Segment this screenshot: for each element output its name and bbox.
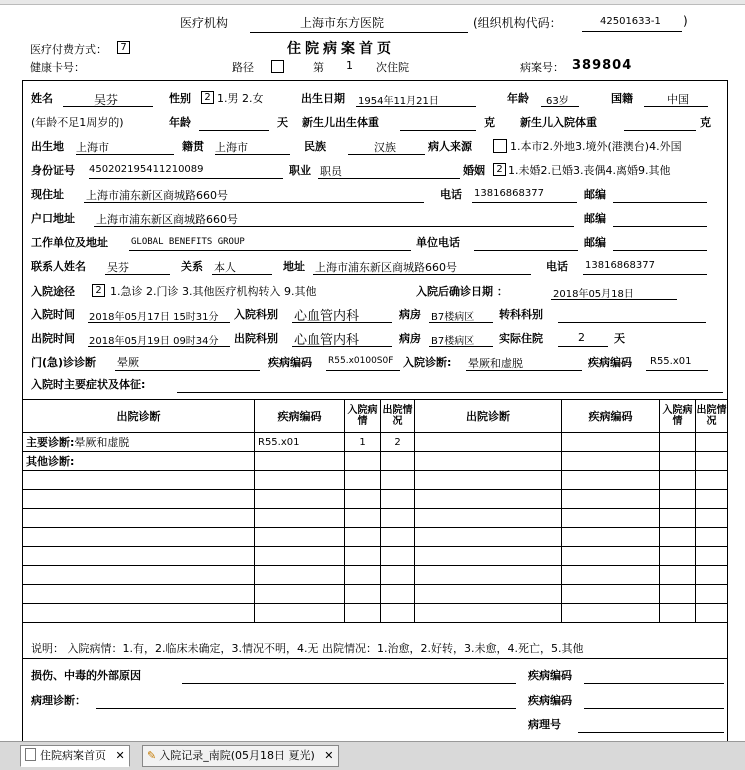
confirm-date: 2018年05月18日 (553, 289, 634, 300)
org-name: 上海市东方医院 (300, 16, 385, 30)
table-cell[interactable] (696, 433, 728, 452)
table-cell[interactable] (696, 604, 728, 623)
stay-label: 实际住院 (499, 332, 543, 345)
phone-label: 电话 (440, 188, 462, 201)
table-cell[interactable] (255, 585, 345, 604)
table-row (23, 509, 728, 528)
table-row (23, 547, 728, 566)
table-cell[interactable] (381, 604, 415, 623)
table-cell[interactable] (381, 566, 415, 585)
op-code-label: 疾病编码 (268, 356, 312, 369)
sex-label: 性别 (169, 92, 191, 105)
op-diag-label: 门(急)诊诊断 (31, 356, 97, 369)
table-row (23, 528, 728, 547)
th-in-cond-2: 入院病情 (660, 400, 696, 433)
table-cell[interactable] (415, 433, 562, 452)
th-in-cond: 入院病情 (345, 400, 381, 433)
in-diag-label: 入院诊断: (403, 356, 452, 369)
table-cell[interactable] (23, 471, 255, 490)
notes-text: 说明： 入院病情：1.有，2.临床未确定，3.情况不明，4.无 出院情况：1.治愈，2.好转，3.未愈，4.死亡，5.其他 (31, 642, 584, 655)
contact-addr-label: 地址 (283, 260, 305, 273)
table-cell[interactable] (660, 547, 696, 566)
id-label: 身份证号 (31, 164, 75, 177)
table-cell[interactable] (562, 471, 660, 490)
pathology-no-label: 病理号 (528, 718, 561, 731)
in-dept-label: 入院科别 (234, 308, 278, 321)
job-value: 职员 (320, 165, 342, 178)
table-cell[interactable] (23, 566, 255, 585)
out-time-value: 2018年05月19日 09时34分 (89, 336, 219, 347)
age-label: 年龄 (507, 92, 529, 105)
table-cell[interactable] (345, 585, 381, 604)
name-value: 吴芬 (94, 93, 119, 107)
work-phone-label: 单位电话 (416, 236, 460, 249)
main-diag-label: 主要诊断: (26, 436, 75, 449)
tab-label: 入院记录_南院(05月18日 夏光) (159, 749, 315, 762)
table-cell[interactable] (660, 509, 696, 528)
table-row (23, 604, 728, 623)
relation-value: 本人 (214, 261, 236, 274)
day-unit: 天 (277, 116, 288, 129)
close-icon[interactable]: ✕ (115, 749, 125, 762)
th-out-diag-2: 出院诊断 (415, 400, 562, 433)
table-cell[interactable] (696, 566, 728, 585)
ward-label-2: 病房 (399, 332, 421, 345)
table-cell[interactable] (23, 604, 255, 623)
out-time-label: 出院时间 (31, 332, 75, 345)
table-cell[interactable] (345, 471, 381, 490)
table-cell[interactable] (415, 604, 562, 623)
op-code-value: R55.x0100S0F (328, 356, 394, 366)
other-diag-label[interactable]: 其他诊断: (23, 452, 255, 471)
source-options: 1.本市2.外地3.境外(港澳台)4.外国 (510, 140, 682, 153)
dob-value: 1954年11月21日 (358, 96, 439, 107)
ethnic-label: 民族 (304, 140, 326, 153)
id-value: 450202195411210089 (89, 164, 204, 175)
nb-in-weight-label: 新生儿入院体重 (520, 116, 597, 129)
work-value: GLOBAL BENEFITS GROUP (131, 237, 245, 247)
in-diag-value: 晕厥和虚脱 (468, 357, 523, 370)
table-row (23, 490, 728, 509)
table-cell[interactable] (415, 585, 562, 604)
table-cell[interactable] (381, 471, 415, 490)
table-cell[interactable] (660, 585, 696, 604)
table-row (23, 471, 728, 490)
pathology-label: 病理诊断： (31, 694, 86, 707)
out-dept-value: 心血管内科 (294, 333, 360, 348)
table-cell[interactable] (696, 509, 728, 528)
sex-value[interactable]: 2 (201, 91, 214, 104)
table-cell[interactable] (23, 547, 255, 566)
in-code-label: 疾病编码 (588, 356, 632, 369)
stay-unit: 天 (614, 332, 625, 345)
table-cell[interactable] (23, 490, 255, 509)
table-cell[interactable] (345, 547, 381, 566)
table-cell[interactable] (660, 528, 696, 547)
hukou-value: 上海市浦东新区商城路660号 (96, 213, 238, 226)
table-cell[interactable] (255, 471, 345, 490)
ward-label: 病房 (399, 308, 421, 321)
table-cell[interactable] (660, 566, 696, 585)
table-cell[interactable] (696, 490, 728, 509)
main-out[interactable]: 2 (381, 433, 415, 452)
table-cell[interactable] (696, 528, 728, 547)
in-time-value: 2018年05月17日 15时31分 (89, 312, 219, 323)
record-no: 389804 (572, 58, 633, 73)
pay-label: 医疗付费方式： (30, 43, 107, 56)
nation-value: 中国 (667, 93, 689, 106)
marital-value[interactable]: 2 (493, 163, 506, 176)
table-cell[interactable] (255, 490, 345, 509)
document-icon (25, 748, 36, 761)
in-dept-value: 心血管内科 (294, 309, 360, 324)
address-label: 现住址 (31, 188, 64, 201)
table-cell[interactable] (23, 585, 255, 604)
pen-icon: ✎ (147, 749, 157, 762)
table-cell[interactable] (345, 604, 381, 623)
table-cell[interactable] (381, 528, 415, 547)
job-label: 职业 (289, 164, 311, 177)
pay-value[interactable]: 7 (117, 41, 130, 54)
table-cell[interactable] (562, 452, 660, 471)
org-code-close: ) (683, 14, 688, 28)
contact-phone-value: 13816868377 (585, 260, 655, 271)
table-cell[interactable] (562, 585, 660, 604)
table-cell[interactable] (660, 490, 696, 509)
table-cell[interactable] (660, 604, 696, 623)
route-value[interactable]: 2 (92, 284, 105, 297)
main-in[interactable]: 1 (345, 433, 381, 452)
org-label: 医疗机构 (180, 16, 229, 30)
org-code-label: (组织机构代码： (473, 16, 562, 30)
ward-value-2: B7楼病区 (431, 336, 475, 347)
table-cell[interactable] (23, 509, 255, 528)
injury-label: 损伤、中毒的外部原因 (31, 669, 141, 682)
times-prefix: 第 (313, 61, 324, 74)
table-cell[interactable] (255, 566, 345, 585)
hukou-label: 户口地址 (31, 212, 75, 225)
table-cell[interactable] (415, 452, 562, 471)
document-tab-bar (0, 741, 745, 770)
table-cell[interactable] (345, 452, 381, 471)
table-cell[interactable] (381, 509, 415, 528)
table-row (23, 452, 728, 471)
table-cell[interactable] (415, 528, 562, 547)
table-cell[interactable] (660, 433, 696, 452)
age-value: 63岁 (546, 96, 569, 107)
table-cell[interactable] (255, 509, 345, 528)
table-cell[interactable] (381, 490, 415, 509)
phone-value: 13816868377 (474, 188, 544, 199)
th-out-diag: 出院诊断 (23, 400, 255, 433)
in-time-label: 入院时间 (31, 308, 75, 321)
in-code-value: R55.x01 (650, 356, 692, 367)
table-cell[interactable] (415, 566, 562, 585)
table-cell[interactable] (562, 547, 660, 566)
table-cell[interactable] (562, 509, 660, 528)
path-checkbox[interactable] (271, 60, 284, 73)
nation-label: 国籍 (611, 92, 633, 105)
birthplace-label: 出生地 (31, 140, 64, 153)
table-cell[interactable] (345, 490, 381, 509)
table-cell[interactable] (415, 509, 562, 528)
contact-value: 吴芬 (107, 261, 129, 274)
op-diag-value: 晕厥 (117, 356, 139, 369)
marital-label: 婚姻 (463, 164, 485, 177)
table-cell[interactable] (696, 452, 728, 471)
diagnosis-table (22, 399, 728, 623)
route-options: 1.急诊 2.门诊 3.其他医疗机构转入 9.其他 (110, 285, 317, 298)
transfer-label: 转科科别 (499, 308, 543, 321)
table-cell[interactable] (562, 566, 660, 585)
symptom-label: 入院时主要症状及体征: (31, 378, 146, 391)
tab-admission-record[interactable] (142, 745, 339, 767)
native-value: 上海市 (215, 141, 248, 154)
contact-phone-label: 电话 (546, 260, 568, 273)
relation-label: 关系 (181, 260, 203, 273)
confirm-label: 入院后确诊日期 ： (416, 285, 508, 298)
th-out-cond: 出院情况 (381, 400, 415, 433)
main-diag-value: 晕厥和虚脱 (74, 436, 130, 449)
tab-label: 住院病案首页 (40, 749, 106, 762)
ward-value: B7楼病区 (431, 312, 475, 323)
table-cell[interactable] (415, 471, 562, 490)
page-title: 住院病案首页 (287, 41, 395, 57)
contact-label: 联系人姓名 (31, 260, 86, 273)
pathology-code-label: 疾病编码 (528, 694, 572, 707)
table-cell[interactable] (345, 509, 381, 528)
route-label: 入院途径 (31, 285, 75, 298)
source-label: 病人来源 (428, 140, 472, 153)
stay-value: 2 (578, 331, 585, 344)
source-checkbox[interactable] (493, 139, 507, 153)
table-cell[interactable] (660, 452, 696, 471)
main-code[interactable]: R55.x01 (255, 433, 345, 452)
th-out-cond-2: 出院情况 (696, 400, 728, 433)
post-label-3: 邮编 (584, 236, 606, 249)
window-top-strip (0, 0, 745, 5)
contact-addr-value: 上海市浦东新区商城路660号 (315, 261, 457, 274)
card-label: 健康卡号： (30, 61, 85, 74)
infant-note: (年龄不足1周岁的) (31, 116, 124, 129)
ethnic-value: 汉族 (374, 141, 396, 154)
table-row (23, 433, 728, 452)
tab-admission-front-page[interactable] (20, 745, 130, 767)
table-cell[interactable] (696, 471, 728, 490)
injury-code-label: 疾病编码 (528, 669, 572, 682)
times-suffix: 次住院 (376, 61, 409, 74)
dob-label: 出生日期 (301, 92, 345, 105)
table-cell[interactable] (381, 547, 415, 566)
path-label: 路径 (232, 61, 254, 74)
table-cell[interactable] (255, 452, 345, 471)
table-cell[interactable] (562, 490, 660, 509)
times-value: 1 (346, 59, 353, 72)
post-label-2: 邮编 (584, 212, 606, 225)
th-code: 疾病编码 (255, 400, 345, 433)
table-cell[interactable] (415, 490, 562, 509)
address-value: 上海市浦东新区商城路660号 (86, 189, 228, 202)
table-cell[interactable] (660, 471, 696, 490)
table-header-row (23, 400, 728, 433)
nb-weight-label: 新生儿出生体重 (302, 116, 379, 129)
out-dept-label: 出院科别 (234, 332, 278, 345)
marital-options: 1.未婚2.已婚3.丧偶4.离婚9.其他 (508, 164, 671, 177)
work-label: 工作单位及地址 (31, 236, 108, 249)
table-cell[interactable] (696, 585, 728, 604)
th-code-2: 疾病编码 (562, 400, 660, 433)
table-cell[interactable] (255, 547, 345, 566)
post-label: 邮编 (584, 188, 606, 201)
native-label: 籍贯 (182, 140, 204, 153)
table-cell[interactable] (562, 604, 660, 623)
org-code: 42501633-1 (600, 16, 661, 27)
table-cell[interactable] (415, 547, 562, 566)
infant-age-label: 年龄 (169, 116, 191, 129)
name-label: 姓名 (31, 92, 53, 105)
table-cell[interactable] (23, 528, 255, 547)
table-cell[interactable] (345, 528, 381, 547)
table-cell[interactable] (381, 452, 415, 471)
table-cell[interactable] (255, 528, 345, 547)
table-cell[interactable] (562, 528, 660, 547)
table-row (23, 585, 728, 604)
table-cell[interactable] (255, 604, 345, 623)
table-cell[interactable] (345, 566, 381, 585)
close-icon[interactable]: ✕ (324, 749, 334, 762)
table-row (23, 566, 728, 585)
gram-unit-2: 克 (700, 116, 711, 129)
table-cell[interactable] (696, 547, 728, 566)
gram-unit: 克 (484, 116, 495, 129)
table-cell[interactable] (562, 433, 660, 452)
main-diag-cell[interactable] (23, 433, 255, 452)
birthplace-value: 上海市 (76, 141, 109, 154)
sex-options: 1.男 2.女 (217, 92, 264, 105)
table-cell[interactable] (381, 585, 415, 604)
record-label: 病案号： (520, 61, 564, 74)
